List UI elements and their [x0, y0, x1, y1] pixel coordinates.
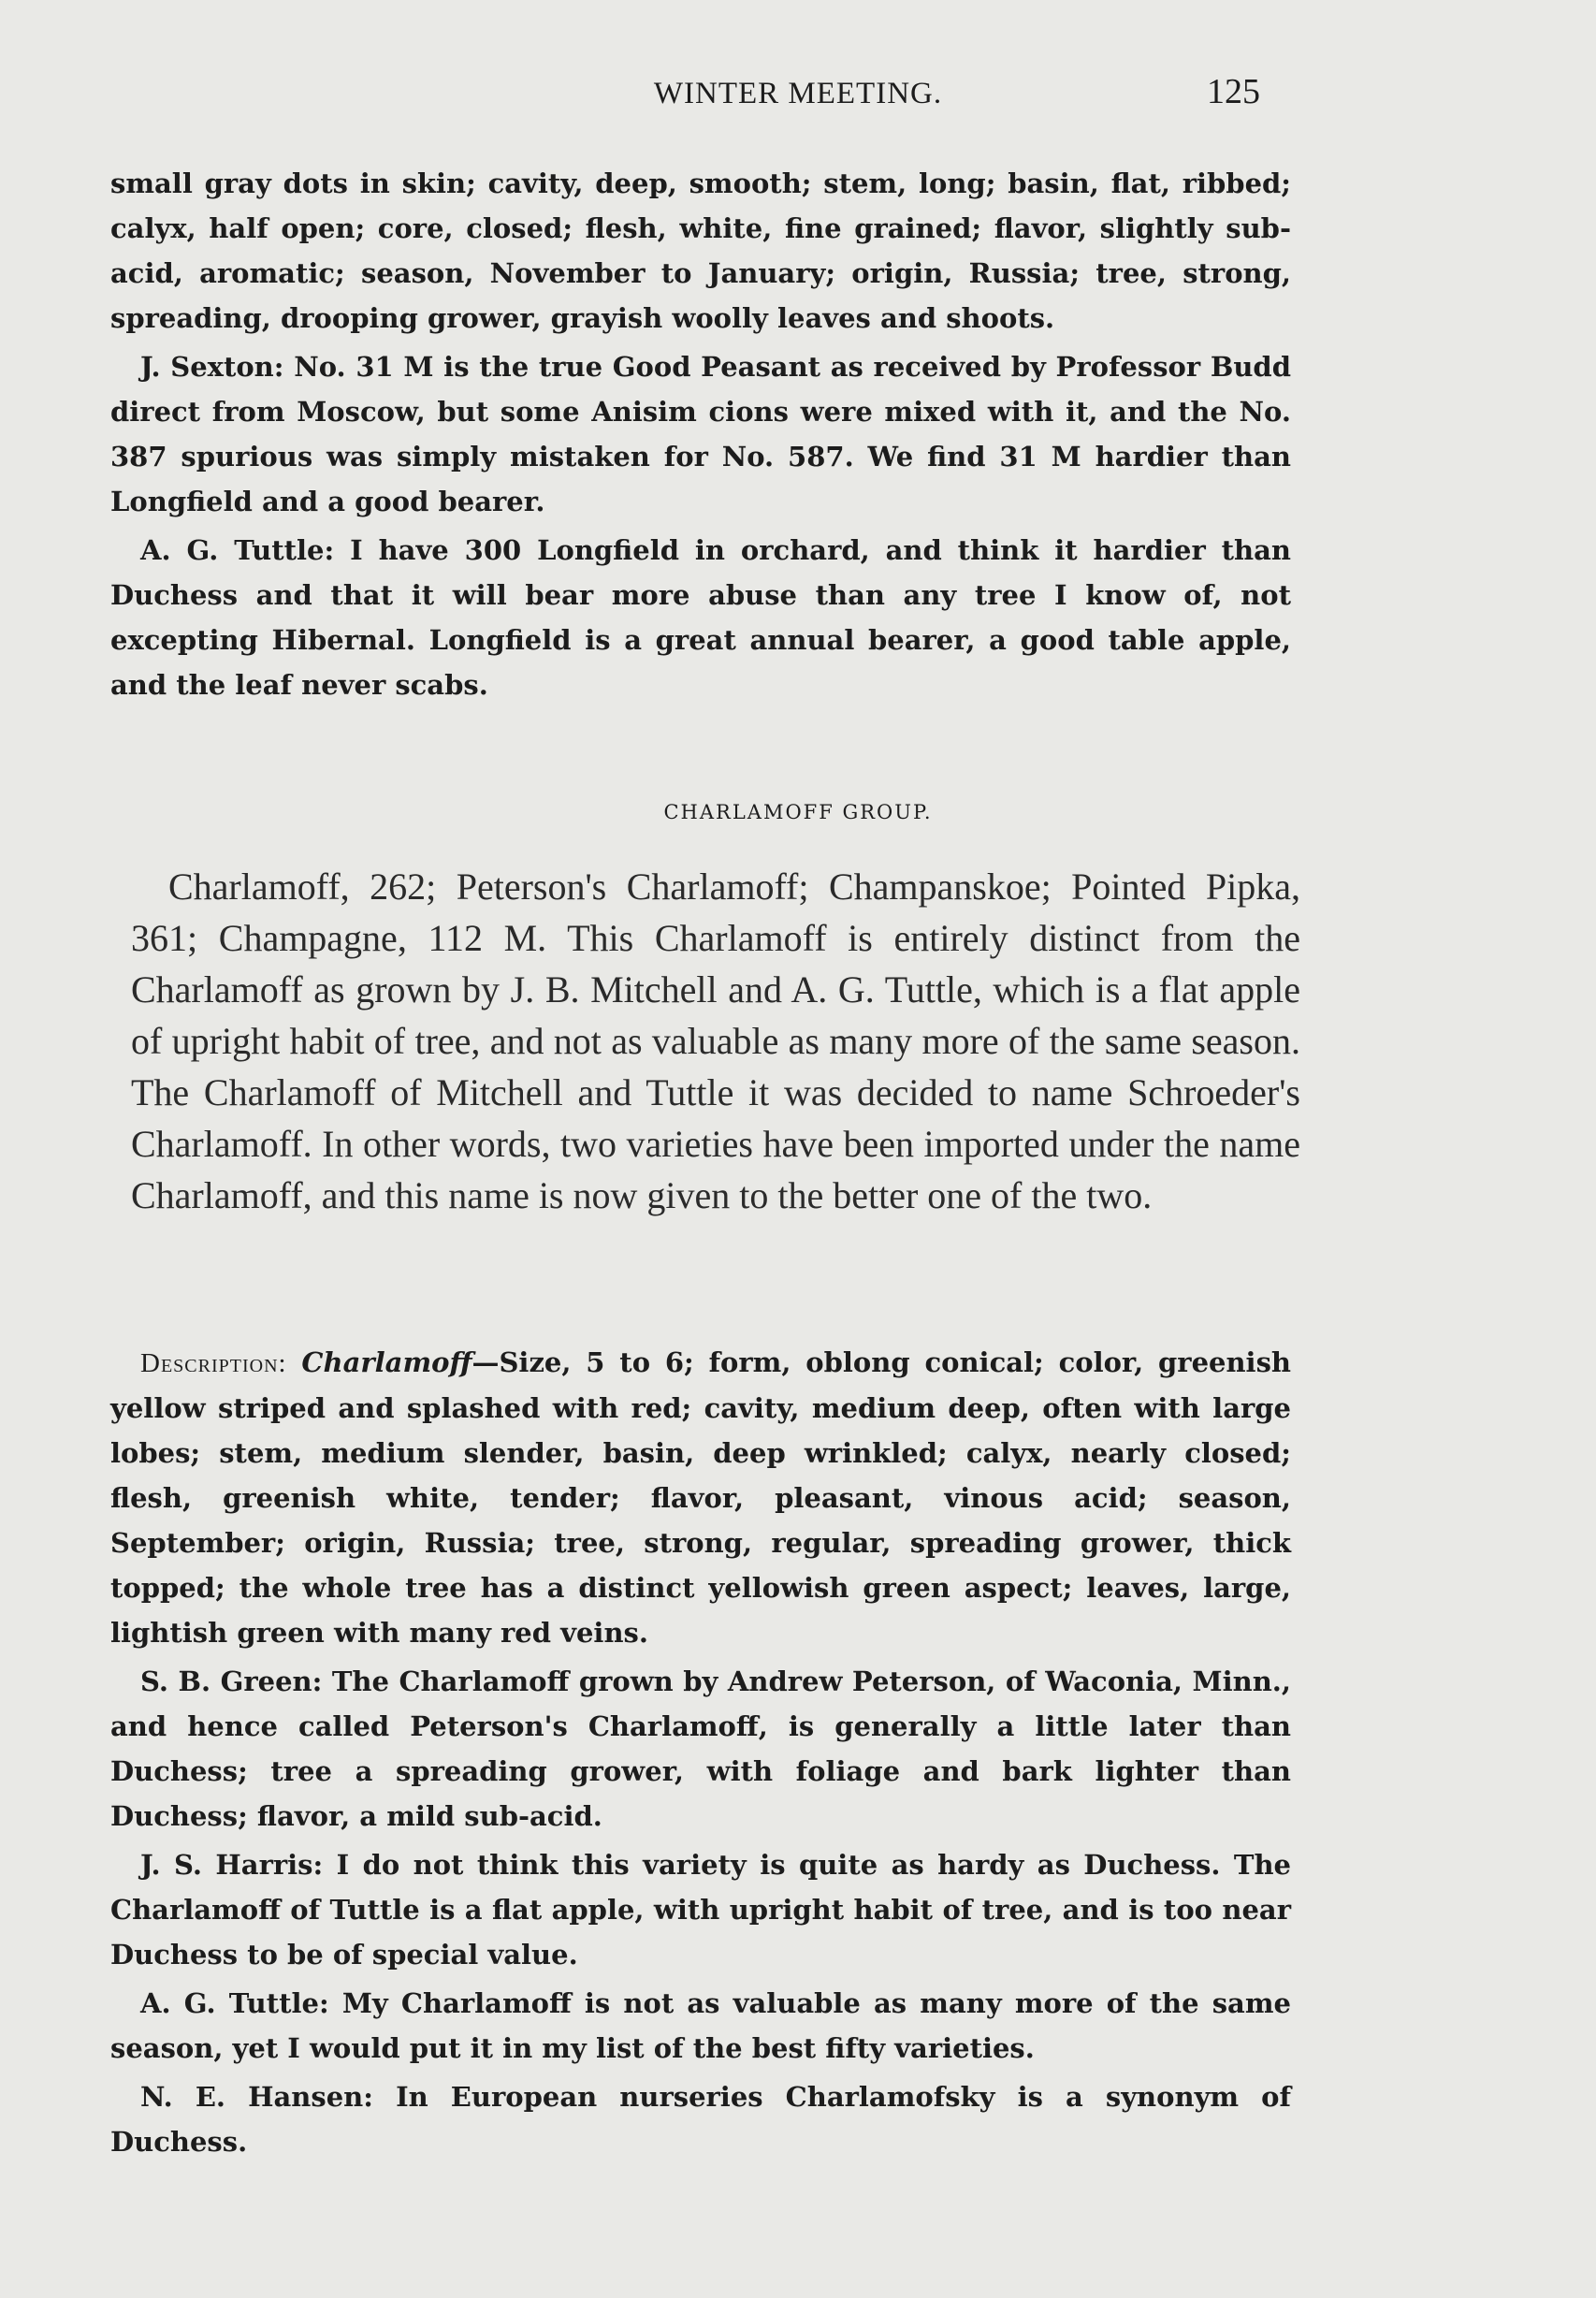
speaker-name: N. E. Hansen: [140, 2081, 373, 2113]
speaker-name: J. Sexton: [140, 351, 284, 383]
paragraph-tuttle [110, 528, 1291, 707]
paragraph-text: The Charlamoff grown by Andrew Peterson, of Waconia, Minn., and hence called Peterson's Charlamoff, is generally a little later than Duchess; tree a spreading grower, with foliage and bark lighter than Duchess; flavor, a mild sub-acid. [110, 1665, 1291, 1832]
speaker-name: S. B. Green: [140, 1665, 323, 1697]
speaker-name: J. S. Harris: [140, 1849, 324, 1881]
description-paragraph [110, 1340, 1291, 1655]
variety-name: Charlamoff [301, 1346, 472, 1378]
synonyms-paragraph: Charlamoff, 262; Peterson's Charlamoff; Champanskoe; Pointed Pipka, 361; Champagne, 112 M. This Charlamoff is entirely distinct from the Charlamoff as grown by J. B. Mitchell and A. G. Tuttle, which is a flat apple of upright habit of tree, and not as valuable as many more of the same season. The Charlamoff of Mitchell and Tuttle it was decided to name Schroeder's Charlamoff. In other words, two varieties have been imported under the name Charlamoff, and this name is now given to the better one of the two. [131, 865, 1300, 1216]
paragraph-text: No. 31 M is the true Good Peasant as received by Professor Budd direct from Moscow, but some Anisim cions were mixed with it, and the No. 387 spurious was simply mistaken for No. 587. We find 31 M hardier than Longfield and a good bearer. [110, 351, 1291, 517]
paragraph-green [110, 1659, 1291, 1839]
paragraph-harris [110, 1842, 1291, 1977]
speaker-name: A. G. Tuttle: [140, 1987, 329, 2019]
paragraph-tuttle-2 [110, 1981, 1291, 2071]
description-text: —Size, 5 to 6; form, oblong conical; color, greenish yellow striped and splashed with red; cavity, medium deep, often with large lobes; stem, medium slender, basin, deep wrinkled; calyx, nearly closed; flesh, greenish white, tender; flavor, pleasant, vinous acid; season, September; origin, Russia; tree, strong, regular, spreading grower, thick topped; the whole tree has a distinct yellowish green aspect; leaves, large, lightish green with many red veins. [110, 1346, 1291, 1649]
bottom-text-block [110, 1340, 1291, 2168]
paragraph-sexton [110, 344, 1291, 524]
paragraph-continued: small gray dots in skin; cavity, deep, smooth; stem, long; basin, flat, ribbed; calyx, half open; core, closed; flesh, white, fine grained; flavor, slightly sub-acid, aromatic; season, November to January; origin, Russia; tree, strong, spreading, drooping grower, grayish woolly leaves and shoots. [110, 167, 1291, 334]
paragraph-text: I have 300 Longfield in orchard, and think it hardier than Duchess and that it will bear more abuse than any tree I know of, not excepting Hibernal. Longfield is a great annual bearer, a good table apple, and the leaf never scabs. [110, 534, 1291, 701]
paragraph-hansen [110, 2074, 1291, 2164]
page-number: 125 [1207, 72, 1260, 111]
paragraph-text: My Charlamoff is not as valuable as many more of the same season, yet I would put it in my list of the best fifty varieties. [110, 1987, 1291, 2064]
running-header: WINTER MEETING. [653, 77, 943, 110]
paragraph-text: I do not think this variety is quite as hardy as Duchess. The Charlamoff of Tuttle is a flat apple, with upright habit of tree, and is too near Duchess to be of special value. [110, 1849, 1292, 1971]
section-heading: CHARLAMOFF GROUP. [663, 801, 933, 823]
paragraph-text: In European nurseries Charlamofsky is a synonym of Duchess. [110, 2081, 1292, 2158]
description-label: Description: [140, 1348, 287, 1378]
speaker-name: A. G. Tuttle: [140, 534, 335, 566]
top-text-block [110, 161, 1291, 711]
